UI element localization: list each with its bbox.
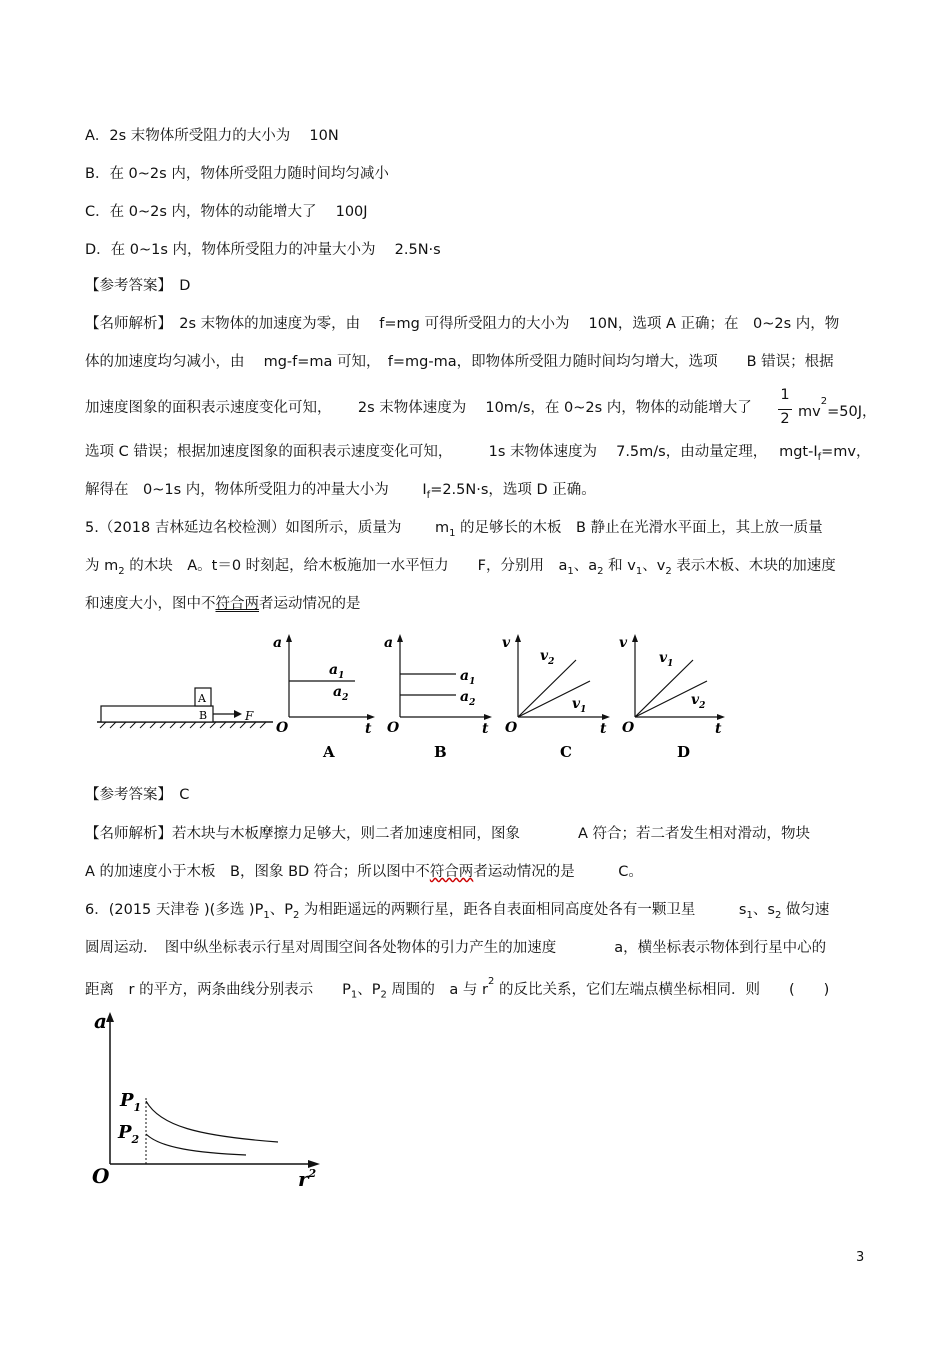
origin-label: O [505, 720, 518, 736]
svg-text:P2 [117, 1122, 140, 1146]
answer-5: 【参考答案】 C [85, 787, 190, 803]
text: 、P [357, 981, 381, 998]
line-label: a [329, 662, 339, 678]
subscript: 1 [580, 705, 587, 715]
q6-line-2: 圆周运动． 图中纵坐标表示行星对周围空间各处物体的引力产生的加速度 a，横坐标表示物体到行星中心的 [85, 940, 827, 956]
text: 的反比关系，它们左端点横坐标相同．则 ( ) [494, 981, 830, 998]
option-c: C．在 0~2s 内，物体的动能增大了 100J [85, 204, 368, 220]
text: 为相距遥远的两颗行星，距各自表面相同高度处各有一颗卫星 s [299, 902, 747, 918]
line-label: a [460, 689, 470, 705]
svg-text:v1 [659, 650, 673, 669]
subscript: 2 [131, 1133, 140, 1146]
y-axis-label: a [384, 635, 394, 651]
text: 的木块 A。t＝0 时刻起，给木板施加一水平恒力 F，分别用 a [124, 558, 568, 574]
subscript: 1 [338, 671, 345, 681]
y-axis-label: v [502, 635, 511, 651]
text: 、s [752, 902, 775, 918]
text: 表示木板、木块的加速度 [671, 558, 836, 574]
analysis-4-line-4-text: 选项 C 错误；根据加速度图象的面积表示速度变化可知， 1s 末物体速度为 7.5m/s，由动量定理， mgt-I [85, 444, 818, 460]
option-d: D．在 0~1s 内，物体所受阻力的冲量大小为 2.5N·s [85, 242, 441, 258]
subscript: 2 [380, 989, 387, 1001]
y-axis-label: a [94, 1009, 107, 1033]
subscript: 2 [469, 698, 476, 708]
subscript: 1 [635, 565, 643, 577]
analysis-4-line-5-text: 解得在 0~1s 内，物体所受阻力的冲量大小为 I [85, 482, 427, 498]
subscript: 1 [469, 677, 476, 687]
analysis-4-line-3-text: 加速度图象的面积表示速度变化可知， 2s 末物体速度为 10m/s，在 0~2s 内，物体的动能增大了 [85, 400, 752, 416]
graph-a [273, 634, 375, 761]
subscript: 2 [292, 909, 300, 921]
text: 和 v [603, 558, 636, 574]
svg-text:a2 [333, 684, 348, 703]
analysis-4-line-4 [85, 442, 870, 468]
text: 者运动情况的是 [259, 596, 361, 612]
q5-line-2 [85, 556, 836, 582]
graph-d [619, 634, 725, 761]
text: 和速度大小，图中不 [85, 596, 216, 612]
origin-label: O [622, 720, 635, 736]
analysis-5-line-1: 【名师解析】若木块与木板摩擦力足够大，则二者加速度相同，图象 A 符合；若二者发生相对滑动，物块 [85, 826, 811, 842]
text: 者运动情况的是 C。 [473, 864, 643, 880]
block-a-label: A [198, 692, 206, 705]
subscript: f [817, 451, 822, 463]
analysis-4-line-2: 体的加速度均匀减小，由 mg-f=ma 可知， f=mg-ma，即物体所受阻力随时间均匀增大，选项 B 错误；根据 [85, 354, 834, 370]
exponent: 2 [488, 976, 495, 987]
text: 、v [642, 558, 666, 574]
kinetic-mv: mv [798, 403, 821, 420]
emphasis-underline: 符合两 [215, 596, 259, 612]
text: 、a [573, 558, 598, 574]
subscript: 2 [774, 909, 782, 921]
svg-text:v2 [540, 648, 554, 667]
y-axis-label: v [619, 635, 628, 651]
subscript: 2 [597, 565, 604, 577]
line-label: a [460, 668, 470, 684]
origin-label: O [92, 1164, 110, 1188]
subscript: 1 [667, 659, 674, 669]
origin-label: O [276, 720, 289, 736]
y-axis-label: a [273, 635, 283, 651]
curve-p1 [146, 1101, 278, 1142]
svg-text:a1 [329, 662, 344, 681]
subscript: 2 [342, 693, 349, 703]
q5-line-1 [85, 518, 823, 544]
subscript: 2 [665, 565, 672, 577]
svg-text:r2 [298, 1167, 317, 1191]
q5-line-3 [85, 594, 361, 614]
x-axis-label: t [482, 721, 489, 737]
origin-label: O [387, 720, 400, 736]
graph-c [502, 634, 610, 761]
subscript: 2 [699, 701, 706, 711]
graph-caption: C [560, 743, 572, 761]
kinetic-value: =50J， [827, 403, 877, 420]
figure-6 [88, 1008, 338, 1193]
subscript: 1 [133, 1101, 142, 1114]
graph-caption: A [323, 743, 335, 761]
fraction-bar [778, 409, 792, 410]
subscript: 1 [567, 565, 574, 577]
option-a: A．2s 末物体所受阻力的大小为 10N [85, 128, 339, 144]
text: 为 m [85, 558, 119, 574]
text: 周围的 a 与 r [386, 981, 489, 998]
q6-line-3 [85, 976, 829, 1006]
subscript: 2 [548, 657, 555, 667]
fraction-denominator: 2 [780, 411, 790, 427]
figure-5 [95, 632, 735, 767]
curve-label: P [120, 1090, 134, 1111]
svg-text:v1 [572, 696, 586, 715]
q5-line-1-end: 的足够长的木板 B 静止在光滑水平面上，其上放一质量 [455, 520, 823, 536]
subscript: 1 [746, 909, 753, 921]
force-label: F [245, 709, 254, 723]
subscript: 1 [263, 909, 270, 921]
analysis-4-line-5-end: =2.5N·s，选项 D 正确。 [430, 482, 596, 498]
analysis-4-line-3-tail [798, 398, 876, 422]
option-b: B．在 0~2s 内，物体所受阻力随时间均匀减小 [85, 166, 389, 182]
block-b-label: B [199, 709, 208, 722]
analysis-5-line-2 [85, 862, 643, 882]
text: A 的加速度小于木板 B，图象 BD 符合；所以图中不 [85, 864, 430, 880]
subscript: f [426, 489, 431, 501]
line-label: v [691, 692, 700, 708]
svg-text:P1 [119, 1090, 141, 1114]
q5-line-1-text: 5.（2018 吉林延边名校检测）如图所示，质量为 m [85, 520, 450, 536]
x-axis-label: r [298, 1167, 309, 1191]
fraction-numerator: 1 [780, 387, 790, 403]
x-axis-label: t [715, 721, 722, 737]
text: 做匀速 [781, 902, 830, 918]
svg-text:a2 [460, 689, 475, 708]
text: 6．(2015 天津卷 )(多选 )P [85, 902, 264, 918]
line-label: v [659, 650, 668, 666]
text: 、P [269, 902, 293, 918]
subscript: 1 [350, 989, 358, 1001]
line-label: v [540, 648, 549, 664]
analysis-4-line-3 [85, 398, 752, 418]
exponent: 2 [308, 1167, 317, 1180]
analysis-4-line-4-end: =mv， [821, 444, 871, 460]
subscript: 1 [449, 527, 456, 539]
board-block-diagram [97, 688, 273, 728]
analysis-4-line-1: 【名师解析】 2s 末物体的加速度为零，由 f=mg 可得所受阻力的大小为 10N，选项 A 正确；在 0~2s 内，物 [85, 316, 840, 332]
analysis-4-line-5 [85, 480, 596, 506]
x-axis-label: t [600, 721, 607, 737]
subscript: 2 [118, 565, 125, 577]
svg-text:a1 [460, 668, 475, 687]
line-label: v [572, 696, 581, 712]
line-label: a [333, 684, 343, 700]
q6-line-1 [85, 900, 829, 926]
curve-label: P [118, 1122, 132, 1143]
text: 距离 r 的平方，两条曲线分别表示 P [85, 981, 351, 998]
answer-4: 【参考答案】 D [85, 278, 191, 294]
page-number: 3 [856, 1250, 865, 1265]
emphasis-underline: 符合两 [429, 864, 474, 880]
graph-caption: B [434, 743, 447, 761]
board-b [101, 706, 213, 722]
x-axis-label: t [365, 721, 372, 737]
exponent: 2 [820, 396, 828, 407]
svg-text:v2 [691, 692, 705, 711]
graph-b [384, 634, 492, 761]
graph-caption: D [677, 743, 691, 761]
